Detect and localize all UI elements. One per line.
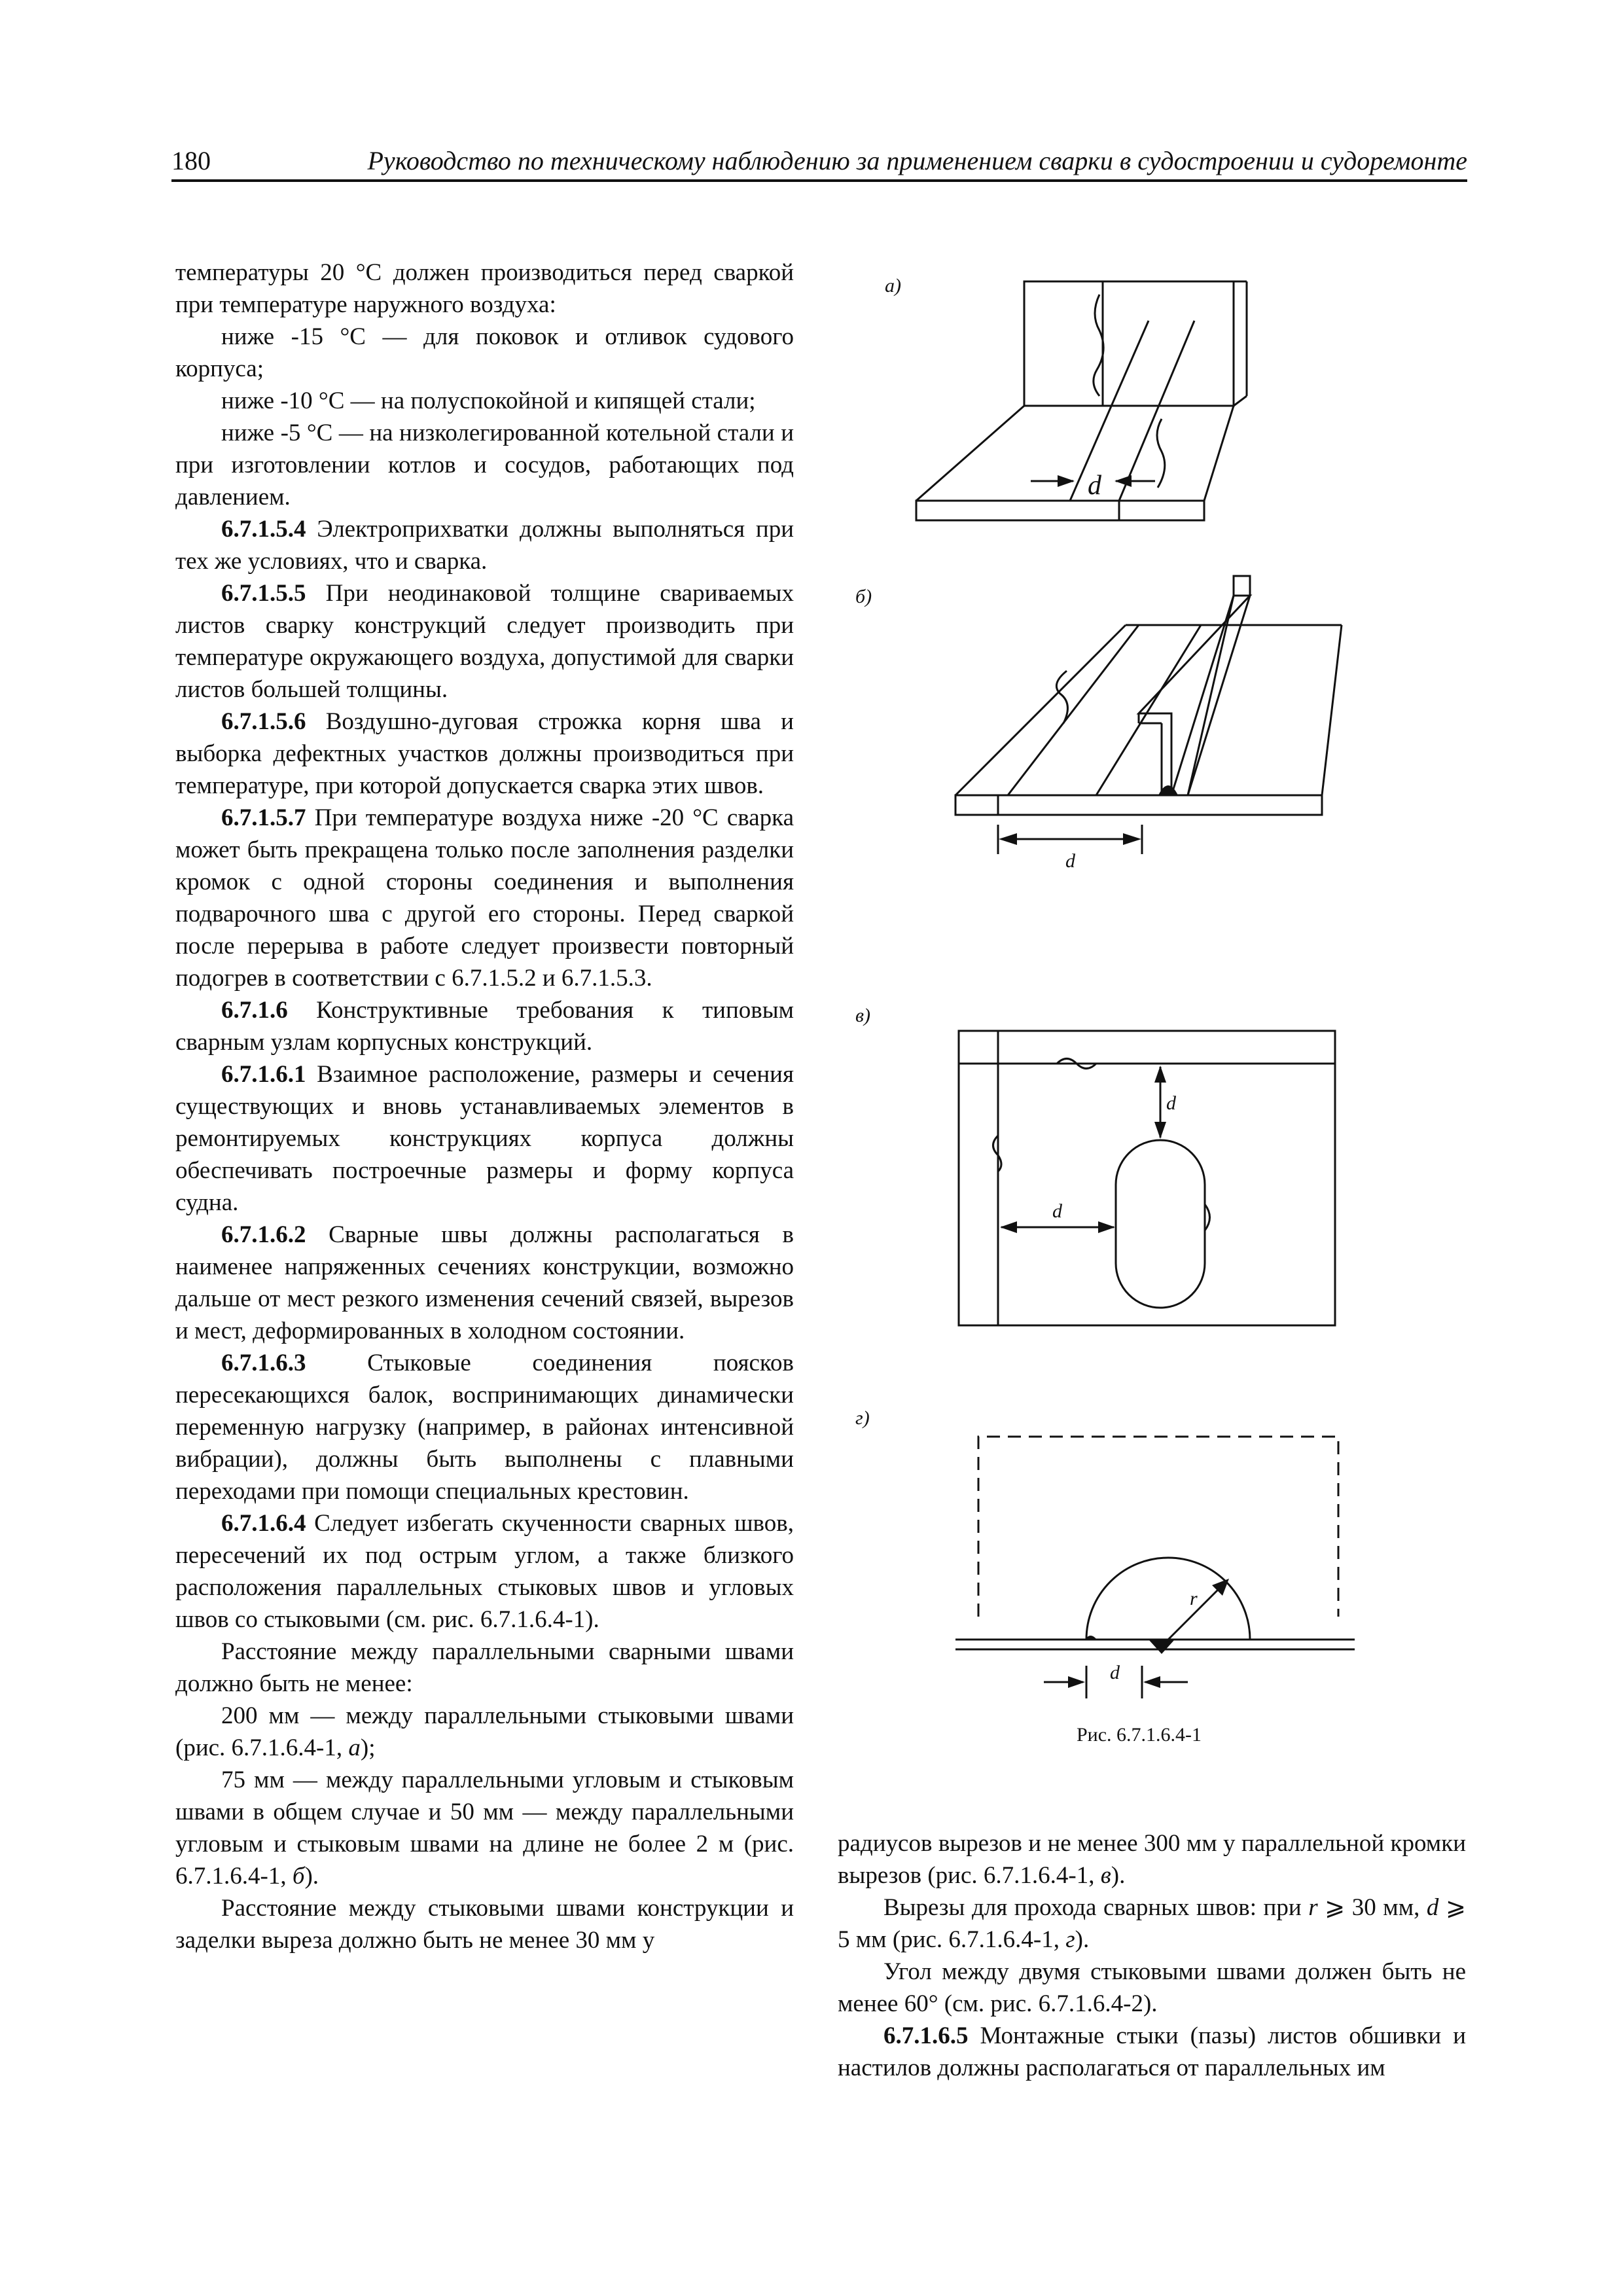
left-paragraph: 6.7.1.5.4 Электроприхватки должны выполняться при тех же условиях, что и сварка. [175,516,794,575]
running-title: Руководство по техническому наблюдению за применением сварки в судостроении и судоремонте [367,146,1467,175]
right-paragraph: радиусов вырезов и не менее 300 мм у параллельной кромки вырезов (рис. 6.7.1.6.4-1, в). [838,1830,1466,1889]
left-text-column [175,257,794,1956]
dimension-d-v1: d [1166,1092,1176,1114]
left-paragraph: 6.7.1.5.7 При температуре воздуха ниже -20 °С сварка может быть прекращена только после заполнения разделки кромок с одной стороны соединения и выполнения подварочного шва с другой его стороны. Перед сваркой после перерыва в работе следует произвести повторный подогрев в соответствии с 6.7.1.5.2 и 6.7.1.5.3. [175,804,794,992]
figure-label-g: г) [855,1407,870,1429]
dimension-d-b: d [1065,850,1075,870]
page-header [171,145,1467,182]
figure-g-diagram [955,1420,1361,1728]
figure-label-a: а) [885,275,901,296]
figure-a-diagram [903,268,1283,543]
dimension-d-v2: d [1052,1200,1062,1222]
left-paragraph: температуры 20 °С должен производиться перед сваркой при температуре наружного воздуха: [175,259,794,318]
left-paragraph: Расстояние между параллельными сварными швами должно быть не менее: [175,1638,794,1697]
figure-label-b: б) [855,586,872,607]
figure-label-v: в) [855,1005,871,1026]
right-paragraph: Вырезы для прохода сварных швов: при r ⩾ 30 мм, d ⩾ 5 мм (рис. 6.7.1.6.4-1, г). [838,1894,1466,1953]
dimension-r: r [1190,1588,1198,1609]
right-paragraph: 6.7.1.6.5 Монтажные стыки (пазы) листов обшивки и настилов должны располагаться от параллельных им [838,2022,1466,2081]
page-number: 180 [171,146,211,175]
left-paragraph: 75 мм — между параллельными угловым и стыковым швами в общем случае и 50 мм — между параллельными угловым и стыковым швами на длине не более 2 м (рис. 6.7.1.6.4-1, б). [175,1767,794,1890]
left-paragraph: 6.7.1.5.5 При неодинаковой толщине свариваемых листов сварку конструкций следует производить при температуре окружающего воздуха, допустимой для сварки листов большей толщины. [175,580,794,703]
figure-v-diagram [942,1021,1348,1335]
left-paragraph: 6.7.1.6.1 Взаимное расположение, размеры и сечения существующих и вновь устанавливаемых элементов в ремонтируемых конструкциях корпуса должны обеспечивать построечные размеры и форму корпуса судна. [175,1061,794,1216]
left-paragraph: 6.7.1.6.2 Сварные швы должны располагаться в наименее напряженных сечениях конструкции, возможно дальше от мест резкого изменения сечений связей, вырезов и мест, деформированных в холодном состоянии. [175,1221,794,1344]
left-paragraph: 6.7.1.5.6 Воздушно-дуговая строжка корня шва и выборка дефектных участков должны производиться при температуре, при которой допускается сварка этих швов. [175,708,794,799]
left-paragraph: 6.7.1.6.4 Следует избегать скученности сварных швов, пересечений их под острым углом, а также близкого расположения параллельных стыковых швов и угловых швов со стыковыми (см. рис. 6.7.1.6.4-1). [175,1510,794,1633]
dimension-d-a: d [1088,471,1101,501]
right-paragraph: Угол между двумя стыковыми швами должен быть не менее 60° (см. рис. 6.7.1.6.4-2). [838,1958,1466,2017]
right-text-column [838,1827,1466,2084]
left-paragraph: ниже -15 °С — для поковок и отливок судового корпуса; [175,323,794,382]
left-paragraph: 6.7.1.6 Конструктивные требования к типовым сварным узлам корпусных конструкций. [175,997,794,1056]
left-paragraph: 200 мм — между параллельными стыковыми швами (рис. 6.7.1.6.4-1, а); [175,1702,794,1761]
left-paragraph: ниже -10 °С — на полуспокойной и кипящей стали; [221,387,756,414]
left-paragraph: 6.7.1.6.3 Стыковые соединения поясков пересекающихся балок, воспринимающих динамически переменную нагрузку (например, в районах интенсивной вибрации), должны быть выполнены с плавными переходами при помощи специальных крестовин. [175,1350,794,1505]
left-paragraph: Расстояние между стыковыми швами конструкции и заделки выреза должно быть не менее 30 мм у [175,1895,794,1954]
figure-b-diagram [936,563,1355,870]
figure-caption: Рис. 6.7.1.6.4-1 [1077,1724,1202,1746]
dimension-d-g: d [1110,1662,1120,1683]
left-paragraph: ниже -5 °С — на низколегированной котельной стали и при изготовлении котлов и сосудов, работающих под давлением. [175,420,794,511]
